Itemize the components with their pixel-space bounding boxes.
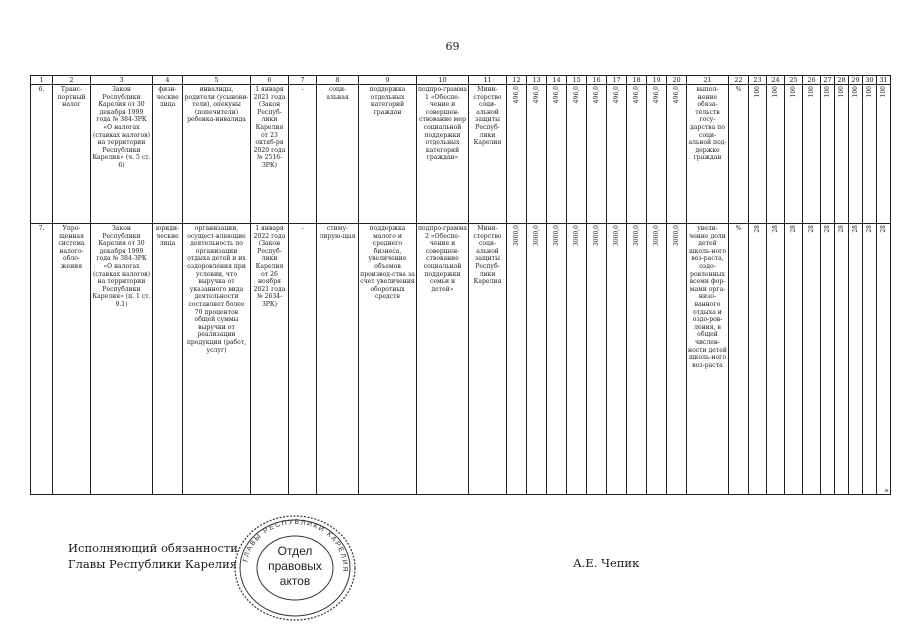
cell-amount: [647, 224, 667, 495]
indicator-value: 100: [851, 86, 859, 98]
cell-indicator-value: [821, 85, 835, 224]
cell-unit: %: [729, 224, 749, 495]
column-number: 22: [729, 76, 749, 85]
cell-law: Закон Республики Карелия от 30 декабря 1999 года № 384-ЗРК «О налогах (ставках налогов) на территории Республики Карелия» (ч. 5 ст. 6): [91, 85, 153, 224]
cell-number: 7.: [31, 224, 53, 495]
column-number: 14: [547, 76, 567, 85]
table-row: [31, 85, 891, 224]
column-number: 20: [667, 76, 687, 85]
cell-tax-type: Упро-щенная система налого-обло-жения: [53, 224, 91, 495]
cell-indicator-value: [863, 85, 877, 224]
column-number: 10: [417, 76, 469, 85]
column-number: 28: [835, 76, 849, 85]
cell-beneficiaries: инвалиды, родители (усынови-тели), опекуны (попечители) ребенка-инвалида: [183, 85, 251, 224]
indicator-value: 100: [771, 86, 779, 98]
cell-amount: [507, 85, 527, 224]
cell-subprogram: подпро-грамма 1 «Обеспе-чение и совершен-ствование мер социальной поддержки отдельных категорий граждан»: [417, 85, 469, 224]
indicator-value: 100: [823, 86, 831, 98]
indicator-value: 28: [753, 225, 761, 233]
indicator-value: 28: [837, 225, 845, 233]
amount-value: 496,0: [552, 86, 560, 104]
tax-benefits-table: [30, 75, 891, 495]
cell-goal: поддержка малого и среднего бизнеса, увеличение объемов производ-ства за счет увеличения оборотных средств: [359, 224, 417, 495]
amount-value: 496,0: [532, 86, 540, 104]
amount-value: 3000,0: [612, 225, 620, 246]
amount-value: 3000,0: [532, 225, 540, 246]
amount-value: 3000,0: [512, 225, 520, 246]
cell-unit: %: [729, 85, 749, 224]
indicator-value: 28: [789, 225, 797, 233]
column-number: 26: [803, 76, 821, 85]
amount-value: 496,0: [512, 86, 520, 104]
column-number: 23: [749, 76, 767, 85]
indicator-value: 100: [837, 86, 845, 98]
amount-value: 496,0: [572, 86, 580, 104]
amount-value: 3000,0: [672, 225, 680, 246]
indicator-value: 100: [753, 86, 761, 98]
cell-end-date: -: [289, 85, 317, 224]
cell-indicator-value: [835, 224, 849, 495]
amount-value: 496,0: [612, 86, 620, 104]
signer-title-line1: Исполняющий обязанности: [68, 541, 238, 555]
amount-value: 496,0: [632, 86, 640, 104]
cell-indicator-value: [803, 85, 821, 224]
indicator-value: 100: [807, 86, 815, 98]
cell-amount: [547, 224, 567, 495]
column-number: 5: [183, 76, 251, 85]
stamp-center-line3: актов: [279, 574, 311, 588]
cell-indicator-value: [785, 224, 803, 495]
amount-value: 3000,0: [552, 225, 560, 246]
stamp-center-line1: Отдел: [277, 544, 313, 558]
cell-amount: [567, 224, 587, 495]
cell-curator: Мини-стерство соци-альной защиты Респуб-лики Карелия: [469, 85, 507, 224]
column-number: 7: [289, 76, 317, 85]
cell-start-date: 1 января 2022 года (Закон Респуб-лики Карелия от 26 ноября 2021 года № 2634-ЗРК): [251, 224, 289, 495]
column-number: 15: [567, 76, 587, 85]
page-number: 69: [445, 40, 460, 53]
amount-value: 496,0: [592, 86, 600, 104]
indicator-value: 28: [823, 225, 831, 233]
column-number: 25: [785, 76, 803, 85]
column-number: 19: [647, 76, 667, 85]
column-number: 6: [251, 76, 289, 85]
cell-indicator-value: [849, 224, 863, 495]
column-number: 8: [317, 76, 359, 85]
column-number: 30: [863, 76, 877, 85]
amount-value: 496,0: [672, 86, 680, 104]
cell-payer-type: физи-ческие лица: [153, 85, 183, 224]
table-row: [31, 224, 891, 495]
amount-value: 3000,0: [652, 225, 660, 246]
column-number: 17: [607, 76, 627, 85]
cell-category: соци-альная: [317, 85, 359, 224]
column-number: 18: [627, 76, 647, 85]
cell-amount: [627, 85, 647, 224]
indicator-value: 28: [879, 225, 887, 233]
cell-indicator-value: [877, 85, 891, 224]
column-number: 24: [767, 76, 785, 85]
cell-goal: поддержка отдельных категорий граждан: [359, 85, 417, 224]
cell-indicator: выпол-нение обяза-тельств госу-дарства по соци-альной под-держке граждан: [687, 85, 729, 224]
cell-amount: [527, 85, 547, 224]
cell-amount: [647, 85, 667, 224]
indicator-value: 100: [865, 86, 873, 98]
stamp-center-line2: правовых: [268, 559, 322, 573]
cell-payer-type: юриди-ческие лица: [153, 224, 183, 495]
column-number: 13: [527, 76, 547, 85]
cell-amount: [667, 224, 687, 495]
cell-subprogram: подпро-грамма 2 «Обеспе-чение и совершен-ствование социальной поддержки семьи и детей»: [417, 224, 469, 495]
indicator-value: 28: [771, 225, 779, 233]
cell-amount: [627, 224, 647, 495]
cell-amount: [607, 224, 627, 495]
cell-number: 6.: [31, 85, 53, 224]
cell-amount: [587, 85, 607, 224]
amount-value: 496,0: [652, 86, 660, 104]
indicator-value: 28: [851, 225, 859, 233]
cell-tax-type: Транс-портный налог: [53, 85, 91, 224]
column-number: 4: [153, 76, 183, 85]
cell-beneficiaries: организации, осущест-вляющие деятельность по организации отдыха детей и их оздоровления при условии, что выручка от указанного вида деятельности составляет более 70 процентов общей суммы выручки от реализации продукции (работ, услуг): [183, 224, 251, 495]
column-number: 27: [821, 76, 835, 85]
column-number: 11: [469, 76, 507, 85]
signer-title-line2: Главы Республики Карелия: [68, 557, 238, 571]
cell-indicator-value: [877, 224, 891, 495]
cell-amount: [507, 224, 527, 495]
cell-indicator-value: [849, 85, 863, 224]
official-stamp: [230, 512, 360, 624]
signature-block: [68, 540, 238, 572]
cell-amount: [527, 224, 547, 495]
cell-indicator-value: [785, 85, 803, 224]
signer-name: А.Е. Чепик: [573, 556, 640, 570]
cell-end-date: -: [289, 224, 317, 495]
amount-value: 3000,0: [592, 225, 600, 246]
closing-quote-mark: »: [884, 486, 889, 495]
column-number: 1: [31, 76, 53, 85]
cell-amount: [547, 85, 567, 224]
cell-indicator-value: [863, 224, 877, 495]
indicator-value: 28: [865, 225, 873, 233]
column-number: 3: [91, 76, 153, 85]
cell-indicator-value: [835, 85, 849, 224]
cell-amount: [607, 85, 627, 224]
column-number: 29: [849, 76, 863, 85]
indicator-value: 100: [789, 86, 797, 98]
cell-category: стиму-лирую-щая: [317, 224, 359, 495]
cell-indicator-value: [767, 224, 785, 495]
amount-value: 3000,0: [572, 225, 580, 246]
cell-law: Закон Республики Карелия от 30 декабря 1999 года № 384-ЗРК «О налогах (ставках налогов) на территории Республики Карелия» (п. 1 ст. 9.1): [91, 224, 153, 495]
cell-indicator-value: [803, 224, 821, 495]
stamp-ring-text: ГЛАВЫ РЕСПУБЛИКИ КАРЕЛИЯ: [242, 518, 349, 574]
column-number-row: [31, 76, 891, 85]
cell-amount: [587, 224, 607, 495]
indicator-value: 100: [879, 86, 887, 98]
cell-indicator-value: [749, 85, 767, 224]
cell-start-date: 1 января 2021 года (Закон Респуб-лики Карелия от 23 октяб-ря 2020 года № 2516-ЗРК): [251, 85, 289, 224]
cell-curator: Мини-стерство соци-альной защиты Респуб-лики Карелия: [469, 224, 507, 495]
column-number: 21: [687, 76, 729, 85]
amount-value: 3000,0: [632, 225, 640, 246]
cell-amount: [567, 85, 587, 224]
cell-amount: [667, 85, 687, 224]
cell-indicator: увели-чение доли детей школь-ного воз-раста, оздо-ровленных всеми фор-мами орга-низо-ванного отдыха и оздо-ров-ления, в общей числен-ности детей школь-ного воз-раста: [687, 224, 729, 495]
cell-indicator-value: [749, 224, 767, 495]
column-number: 9: [359, 76, 417, 85]
column-number: 16: [587, 76, 607, 85]
cell-indicator-value: [821, 224, 835, 495]
column-number: 12: [507, 76, 527, 85]
column-number: 2: [53, 76, 91, 85]
indicator-value: 28: [807, 225, 815, 233]
cell-indicator-value: [767, 85, 785, 224]
column-number: 31: [877, 76, 891, 85]
